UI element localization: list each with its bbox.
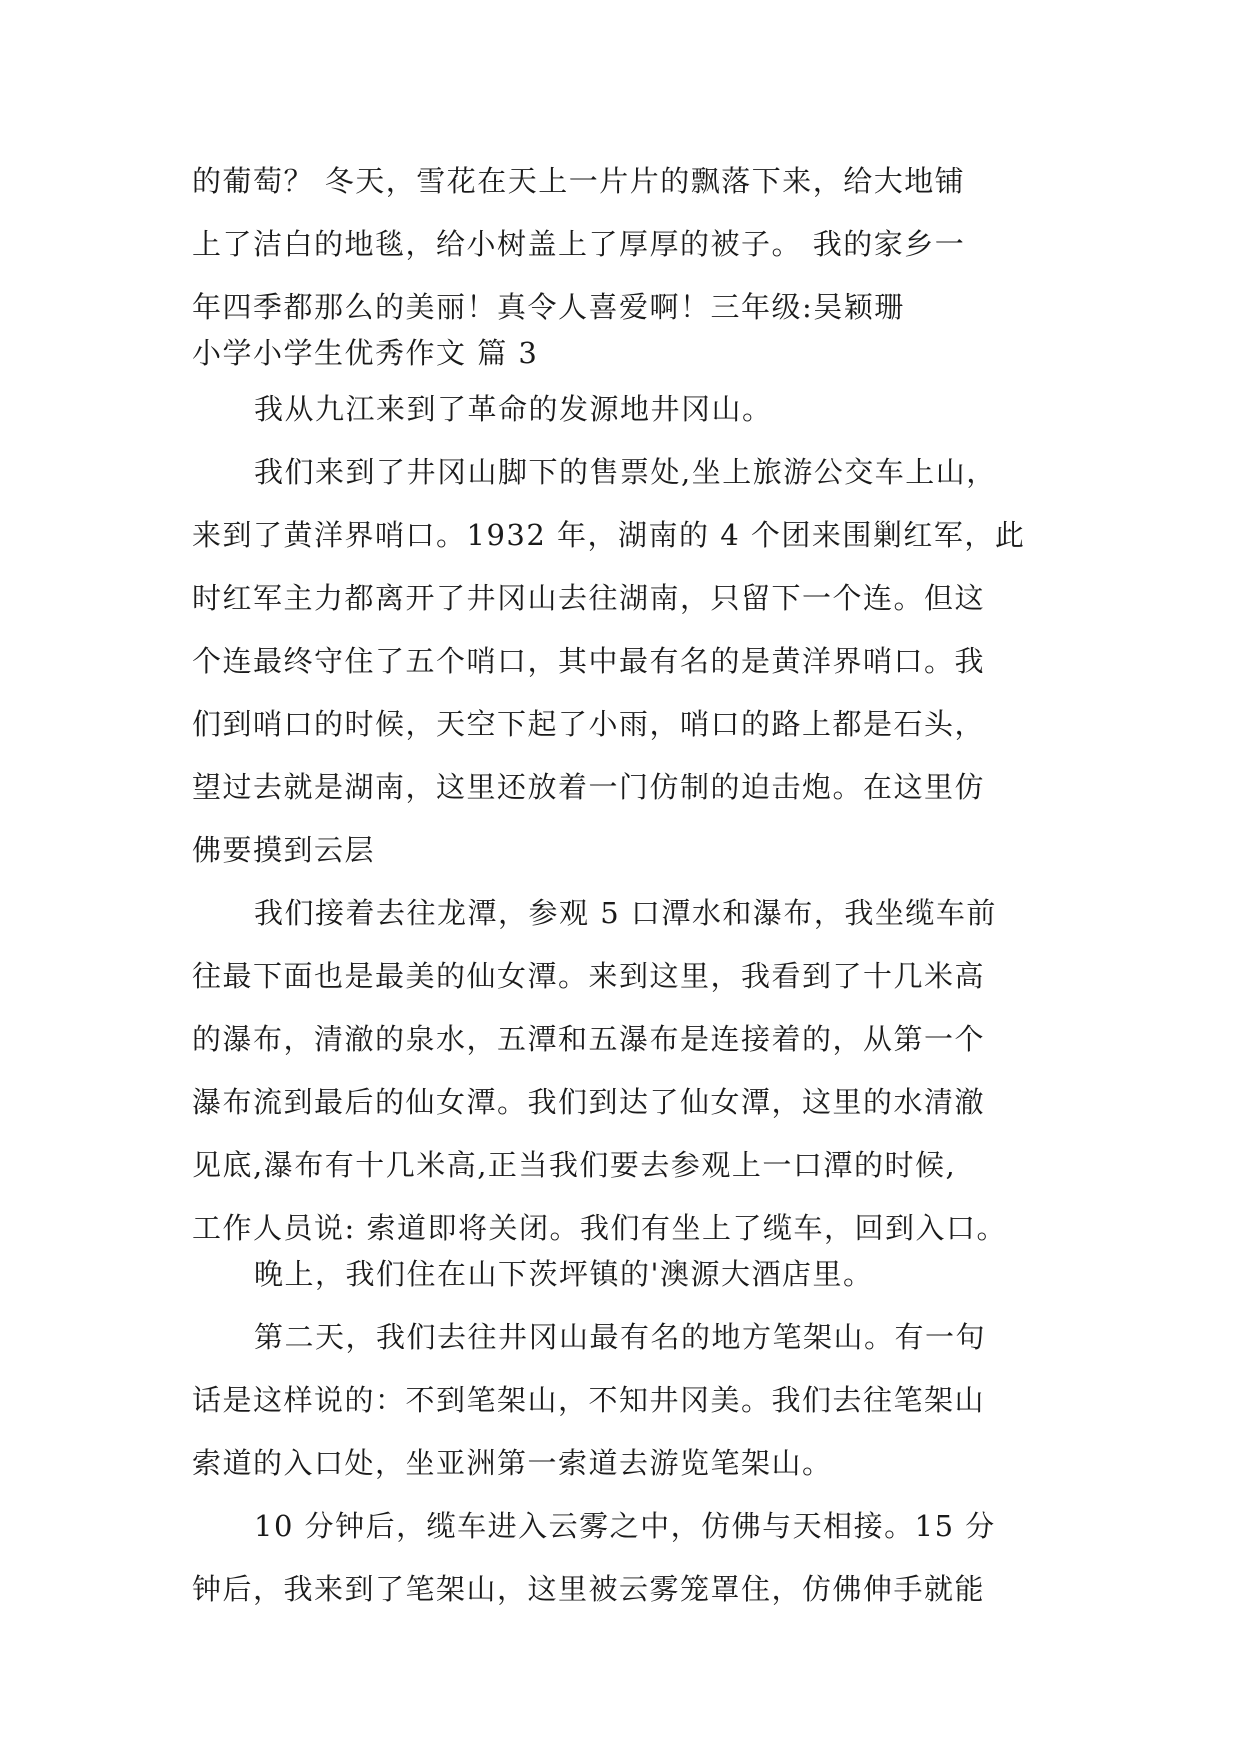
text-line: 的瀑布，清澈的泉水，五潭和五瀑布是连接着的，从第一个: [192, 1022, 986, 1056]
text-line: 来到了黄洋界哨口。1932 年，湖南的 4 个团来围剿红军，此: [192, 518, 1026, 552]
text-line: 个连最终守住了五个哨口，其中最有名的是黄洋界哨口。我: [192, 644, 986, 678]
text-line: 们到哨口的时候，天空下起了小雨，哨口的路上都是石头，: [192, 707, 986, 741]
text-line: 佛要摸到云层: [192, 833, 376, 867]
paragraph-start: 10 分钟后，缆车进入云雾之中，仿佛与天相接。15 分: [254, 1509, 996, 1543]
text-line: 钟后，我来到了笔架山，这里被云雾笼罩住，仿佛伸手就能: [192, 1572, 986, 1606]
text-line: 时红军主力都离开了井冈山去往湖南，只留下一个连。但这: [192, 581, 986, 615]
text-line: 望过去就是湖南，这里还放着一门仿制的迫击炮。在这里仿: [192, 770, 986, 804]
essay-body: [192, 160, 1072, 1631]
text-line: 的葡萄？ 冬天，雪花在天上一片片的飘落下来，给大地铺: [192, 164, 966, 198]
paragraph-start: 晚上，我们住在山下茨坪镇的'澳源大酒店里。: [254, 1257, 874, 1291]
paragraph-start: 我从九江来到了革命的发源地井冈山。: [254, 392, 773, 426]
text-line: 瀑布流到最后的仙女潭。我们到达了仙女潭，这里的水清澈: [192, 1085, 986, 1119]
paragraph-start: 第二天，我们去往井冈山最有名的地方笔架山。有一句: [254, 1320, 987, 1354]
text-line: 上了洁白的地毯，给小树盖上了厚厚的被子。 我的家乡一: [192, 227, 966, 261]
text-line: 索道的入口处，坐亚洲第一索道去游览笔架山。: [192, 1446, 833, 1480]
paragraph-start: 我们接着去往龙潭，参观 5 口潭水和瀑布，我坐缆车前: [254, 896, 997, 930]
text-line: 话是这样说的：不到笔架山，不知井冈美。我们去往笔架山: [192, 1383, 986, 1417]
text-line: 见底,瀑布有十几米高,正当我们要去参观上一口潭的时候,: [192, 1148, 957, 1182]
paragraph-start: 我们来到了井冈山脚下的售票处,坐上旅游公交车上山，: [254, 455, 997, 489]
essay-heading: 小学小学生优秀作文 篇 3: [192, 336, 539, 370]
text-line: 工作人员说: 索道即将关闭。我们有坐上了缆车，回到入口。: [192, 1211, 1007, 1245]
text-line: 往最下面也是最美的仙女潭。来到这里，我看到了十几米高: [192, 959, 986, 993]
text-line: 年四季都那么的美丽！真令人喜爱啊！三年级:吴颖珊: [192, 290, 905, 324]
